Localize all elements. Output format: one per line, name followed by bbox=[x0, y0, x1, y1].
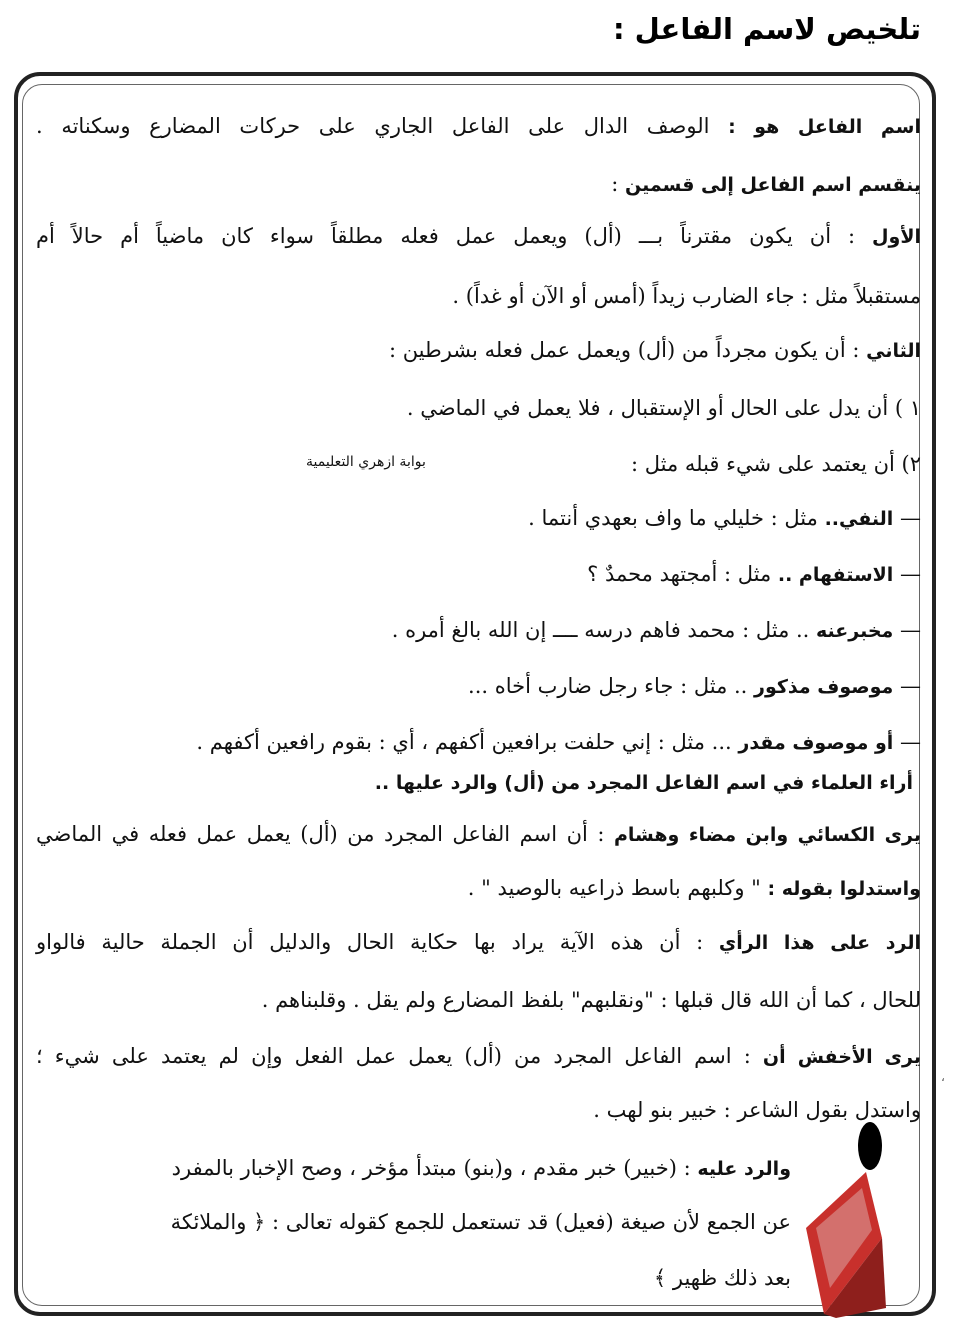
akhfash-evidence: واستدل بقول الشاعر : خبير بنو لهب . bbox=[593, 1098, 921, 1122]
list-item-predicate: — مخبرعنه .. مثل : محمد فاهم درسه ــــ إن الله بالغ أمره . bbox=[391, 618, 921, 642]
site-logo bbox=[806, 1118, 890, 1318]
kisai-evidence: واستدلوا بقوله : " وكلبهم باسط ذراعيه بالوصيد " . bbox=[467, 876, 921, 900]
condition-two: ٢) أن يعتمد على شيء قبله مثل : bbox=[630, 452, 921, 476]
first-type-example: مستقبلاً مثل : جاء الضارب زيداً (أمس أو الآن أو غداً) . bbox=[452, 284, 921, 308]
opinions-heading: أراء العلماء في اسم الفاعل المجرد من (أل) والرد عليها .. bbox=[374, 772, 913, 794]
akhfash-rebuttal-3: بعد ذلك ظهير ﴾ bbox=[653, 1266, 791, 1290]
division-heading: ينقسم اسم الفاعل إلى قسمين : bbox=[611, 172, 921, 196]
condition-one: ١ ) أن يدل على الحال أو الإستقبال ، فلا يعمل في الماضي . bbox=[406, 396, 921, 420]
page-title: تلخيص لاسم الفاعل : bbox=[612, 12, 921, 46]
list-item-question: — الاستفهام .. مثل : أمجتهد محمدٌ ؟ bbox=[587, 562, 921, 586]
watermark-text: بوابة ازهري التعليمية bbox=[306, 454, 426, 470]
list-item-negation: — النفي.. مثل : خليلي ما واف بعهدي أنتما . bbox=[528, 506, 921, 530]
list-item-implied: — أو موصوف مقدر ... مثل : إني حلفت برافعين أكفهم ، أي : بقوم رافعين أكفهم . bbox=[196, 730, 921, 754]
akhfash-rebuttal-2: عن الجمع لأن صيغة (فعيل) قد تستعمل للجمع كقوله تعالى : ﴿ والملائكة bbox=[170, 1210, 791, 1234]
list-item-described: — موصوف مذكور .. مثل : جاء رجل ضارب أخاه ... bbox=[468, 674, 921, 698]
akhfash-rebuttal: والرد عليه : (خبير) خبر مقدم ، و(بنو) مبتدأ مؤخر ، وصح الإخبار بالمفرد bbox=[171, 1156, 791, 1180]
margin-mark: ، bbox=[941, 1070, 945, 1084]
second-type-line: الثاني : أن يكون مجرداً من (أل) ويعمل عمل فعله بشرطين : bbox=[388, 338, 921, 362]
kisai-opinion: يرى الكسائي وابن مضاء وهشام : أن اسم الفاعل المجرد من (أل) يعمل عمل فعله في الماضي bbox=[36, 822, 921, 846]
rebuttal-line-2: للحال ، كما أن الله قال قبلها : "ونقلبهم" بلفظ المضارع ولم يقل . وقلبناهم . bbox=[261, 988, 921, 1012]
akhfash-opinion: يرى الأخفش أن : اسم الفاعل المجرد من (أل) يعمل عمل الفعل وإن لم يعتمد على شيء ؛ bbox=[36, 1044, 922, 1068]
rebuttal-line: الرد على هذا الرأي : أن هذه الآية يراد بها حكاية الحال والدليل أن الجملة حالية فالواو bbox=[36, 930, 921, 954]
definition-line: اسم الفاعل هو : الوصف الدال على الفاعل الجاري على حركات المضارع وسكناته . bbox=[36, 114, 921, 138]
first-type-line: الأول : أن يكون مقترناً بـــ (أل) ويعمل عمل فعله مطلقاً سواء كان ماضياً أم حالاً أم bbox=[36, 224, 921, 248]
